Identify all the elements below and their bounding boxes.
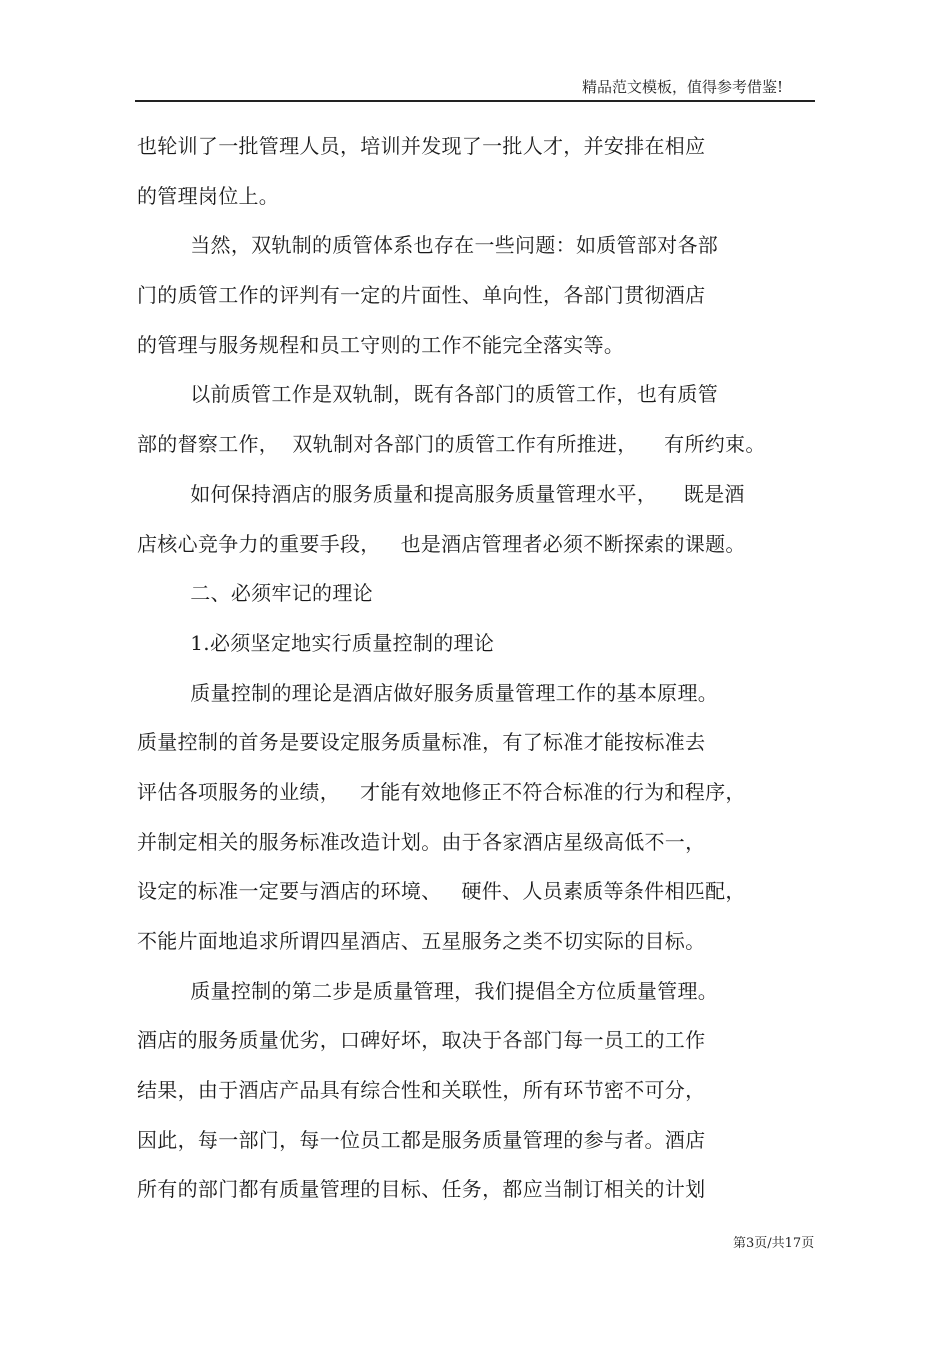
page-header (135, 76, 815, 102)
text-line: 部的督察工作， 双轨制对各部门的质管工作有所推进， 有所约束。 (137, 432, 766, 457)
text-line: 门的质管工作的评判有一定的片面性、单向性，各部门贯彻酒店 (137, 283, 706, 308)
body-text (137, 126, 817, 1219)
text-line: 如何保持酒店的服务质量和提高服务质量管理水平， 既是酒 (137, 481, 745, 506)
text-line: 因此，每一部门，每一位员工都是服务质量管理的参与者。酒店 (137, 1127, 706, 1152)
text-line: 酒店的服务质量优劣，口碑好坏，取决于各部门每一员工的工作 (137, 1028, 706, 1053)
text-line: 的管理与服务规程和员工守则的工作不能完全落实等。 (137, 332, 625, 357)
text-line: 以前质管工作是双轨制，既有各部门的质管工作，也有质管 (137, 382, 719, 407)
text-line: 店核心竞争力的重要手段， 也是酒店管理者必须不断探索的课题。 (137, 531, 746, 556)
text-line: 当然，双轨制的质管体系也存在一些问题：如质管部对各部 (137, 233, 719, 258)
text-line: 评估各项服务的业绩， 才能有效地修正不符合标准的行为和程序， (137, 779, 746, 804)
section-heading: 二、必须牢记的理论 (137, 581, 373, 606)
text-line: 质量控制的第二步是质量管理，我们提倡全方位质量管理。 (137, 978, 719, 1003)
text-line: 所有的部门都有质量管理的目标、任务，都应当制订相关的计划 (137, 1177, 706, 1202)
header-rule (135, 100, 815, 102)
text-line: 不能片面地追求所谓四星酒店、五星服务之类不切实际的目标。 (137, 929, 706, 953)
text-line: 并制定相关的服务标准改造计划。由于各家酒店星级高低不一， (137, 829, 706, 854)
text-line: 结果，由于酒店产品具有综合性和关联性，所有环节密不可分， (137, 1078, 706, 1103)
text-line: 设定的标准一定要与酒店的环境、 硬件、人员素质等条件相匹配， (137, 879, 746, 904)
text-line: 质量控制的首务是要设定服务质量标准，有了标准才能按标准去 (137, 730, 706, 755)
subsection-heading: 1.必须坚定地实行质量控制的理论 (137, 630, 495, 655)
header-text: 精品范文模板，值得参考借鉴! (581, 78, 783, 96)
page-number: 第3页/共17页 (733, 1236, 815, 1251)
text-line: 也轮训了一批管理人员，培训并发现了一批人才，并安排在相应 (137, 134, 706, 158)
text-line: 质量控制的理论是酒店做好服务质量管理工作的基本原理。 (137, 680, 719, 705)
text-line: 的管理岗位上。 (137, 183, 280, 208)
